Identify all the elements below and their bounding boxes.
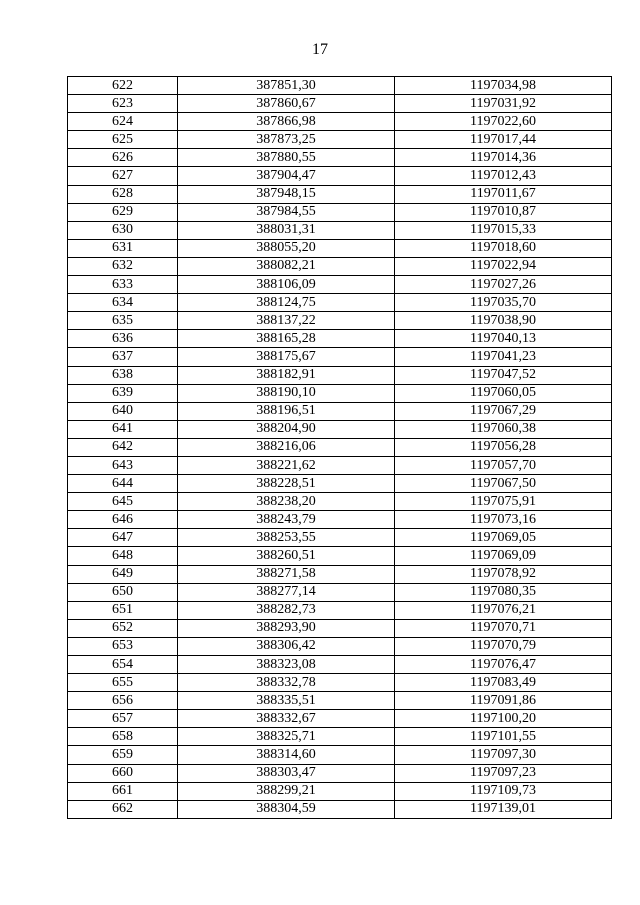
y-coordinate-cell: 1197060,38 [395,420,612,438]
y-coordinate-cell: 1197067,50 [395,475,612,493]
table-row [68,312,612,330]
page-number: 17 [312,41,328,58]
y-coordinate-cell: 1197015,33 [395,221,612,239]
point-number-cell: 662 [68,800,178,818]
point-number-cell: 659 [68,746,178,764]
point-number-cell: 641 [68,420,178,438]
table-row [68,330,612,348]
point-number-cell: 661 [68,782,178,800]
point-number-cell: 626 [68,149,178,167]
y-coordinate-cell: 1197100,20 [395,710,612,728]
table-row [68,782,612,800]
table-row [68,77,612,95]
x-coordinate-cell: 388106,09 [178,276,395,294]
point-number-cell: 642 [68,438,178,456]
table-row [68,746,612,764]
y-coordinate-cell: 1197011,67 [395,185,612,203]
x-coordinate-cell: 387866,98 [178,113,395,131]
table-row [68,348,612,366]
y-coordinate-cell: 1197070,71 [395,619,612,637]
x-coordinate-cell: 388293,90 [178,619,395,637]
x-coordinate-cell: 387851,30 [178,77,395,95]
point-number-cell: 650 [68,583,178,601]
y-coordinate-cell: 1197014,36 [395,149,612,167]
point-number-cell: 630 [68,221,178,239]
x-coordinate-cell: 388124,75 [178,294,395,312]
x-coordinate-cell: 388137,22 [178,312,395,330]
point-number-cell: 627 [68,167,178,185]
table-row [68,438,612,456]
point-number-cell: 646 [68,511,178,529]
y-coordinate-cell: 1197012,43 [395,167,612,185]
y-coordinate-cell: 1197139,01 [395,800,612,818]
x-coordinate-cell: 387873,25 [178,131,395,149]
point-number-cell: 649 [68,565,178,583]
point-number-cell: 634 [68,294,178,312]
table-row [68,276,612,294]
y-coordinate-cell: 1197018,60 [395,239,612,257]
y-coordinate-cell: 1197040,13 [395,330,612,348]
table-row [68,239,612,257]
point-number-cell: 640 [68,402,178,420]
y-coordinate-cell: 1197080,35 [395,583,612,601]
table-row [68,619,612,637]
table-row [68,493,612,511]
point-number-cell: 658 [68,728,178,746]
table-row [68,692,612,710]
point-number-cell: 637 [68,348,178,366]
table-row [68,95,612,113]
x-coordinate-cell: 388260,51 [178,547,395,565]
table-row [68,637,612,655]
x-coordinate-cell: 387880,55 [178,149,395,167]
x-coordinate-cell: 388304,59 [178,800,395,818]
point-number-cell: 624 [68,113,178,131]
table-row [68,131,612,149]
point-number-cell: 629 [68,203,178,221]
x-coordinate-cell: 388228,51 [178,475,395,493]
point-number-cell: 657 [68,710,178,728]
table-row [68,420,612,438]
point-number-cell: 643 [68,456,178,474]
point-number-cell: 654 [68,656,178,674]
table-row [68,113,612,131]
y-coordinate-cell: 1197022,94 [395,257,612,275]
table-row [68,565,612,583]
x-coordinate-cell: 388303,47 [178,764,395,782]
x-coordinate-cell: 388238,20 [178,493,395,511]
x-coordinate-cell: 388190,10 [178,384,395,402]
point-number-cell: 625 [68,131,178,149]
table-row [68,257,612,275]
point-number-cell: 656 [68,692,178,710]
y-coordinate-cell: 1197017,44 [395,131,612,149]
point-number-cell: 645 [68,493,178,511]
point-number-cell: 652 [68,619,178,637]
point-number-cell: 631 [68,239,178,257]
y-coordinate-cell: 1197073,16 [395,511,612,529]
table-row [68,149,612,167]
coordinates-table-body [68,77,612,819]
x-coordinate-cell: 388332,78 [178,674,395,692]
table-row [68,728,612,746]
y-coordinate-cell: 1197076,21 [395,601,612,619]
table-row [68,185,612,203]
y-coordinate-cell: 1197097,23 [395,764,612,782]
point-number-cell: 644 [68,475,178,493]
point-number-cell: 660 [68,764,178,782]
x-coordinate-cell: 388204,90 [178,420,395,438]
x-coordinate-cell: 388323,08 [178,656,395,674]
y-coordinate-cell: 1197056,28 [395,438,612,456]
y-coordinate-cell: 1197070,79 [395,637,612,655]
table-row [68,764,612,782]
x-coordinate-cell: 388325,71 [178,728,395,746]
table-row [68,529,612,547]
table-row [68,547,612,565]
y-coordinate-cell: 1197097,30 [395,746,612,764]
point-number-cell: 653 [68,637,178,655]
table-row [68,800,612,818]
y-coordinate-cell: 1197027,26 [395,276,612,294]
point-number-cell: 628 [68,185,178,203]
y-coordinate-cell: 1197101,55 [395,728,612,746]
table-row [68,167,612,185]
x-coordinate-cell: 388282,73 [178,601,395,619]
x-coordinate-cell: 388165,28 [178,330,395,348]
x-coordinate-cell: 388335,51 [178,692,395,710]
x-coordinate-cell: 387904,47 [178,167,395,185]
x-coordinate-cell: 388216,06 [178,438,395,456]
point-number-cell: 639 [68,384,178,402]
table-row [68,656,612,674]
x-coordinate-cell: 388221,62 [178,456,395,474]
y-coordinate-cell: 1197041,23 [395,348,612,366]
x-coordinate-cell: 388314,60 [178,746,395,764]
point-number-cell: 651 [68,601,178,619]
x-coordinate-cell: 388243,79 [178,511,395,529]
y-coordinate-cell: 1197022,60 [395,113,612,131]
table-row [68,511,612,529]
x-coordinate-cell: 388253,55 [178,529,395,547]
y-coordinate-cell: 1197067,29 [395,402,612,420]
x-coordinate-cell: 388055,20 [178,239,395,257]
point-number-cell: 648 [68,547,178,565]
table-row [68,710,612,728]
y-coordinate-cell: 1197060,05 [395,384,612,402]
y-coordinate-cell: 1197031,92 [395,95,612,113]
x-coordinate-cell: 388332,67 [178,710,395,728]
point-number-cell: 636 [68,330,178,348]
point-number-cell: 638 [68,366,178,384]
point-number-cell: 635 [68,312,178,330]
x-coordinate-cell: 388196,51 [178,402,395,420]
y-coordinate-cell: 1197091,86 [395,692,612,710]
y-coordinate-cell: 1197075,91 [395,493,612,511]
x-coordinate-cell: 388306,42 [178,637,395,655]
table-row [68,456,612,474]
table-row [68,221,612,239]
y-coordinate-cell: 1197078,92 [395,565,612,583]
y-coordinate-cell: 1197010,87 [395,203,612,221]
table-row [68,583,612,601]
y-coordinate-cell: 1197109,73 [395,782,612,800]
x-coordinate-cell: 387948,15 [178,185,395,203]
table-row [68,366,612,384]
point-number-cell: 622 [68,77,178,95]
y-coordinate-cell: 1197038,90 [395,312,612,330]
y-coordinate-cell: 1197069,09 [395,547,612,565]
x-coordinate-cell: 388175,67 [178,348,395,366]
point-number-cell: 632 [68,257,178,275]
x-coordinate-cell: 388299,21 [178,782,395,800]
table-row [68,384,612,402]
x-coordinate-cell: 388082,21 [178,257,395,275]
table-row [68,402,612,420]
y-coordinate-cell: 1197034,98 [395,77,612,95]
point-number-cell: 655 [68,674,178,692]
y-coordinate-cell: 1197069,05 [395,529,612,547]
y-coordinate-cell: 1197057,70 [395,456,612,474]
y-coordinate-cell: 1197035,70 [395,294,612,312]
point-number-cell: 623 [68,95,178,113]
y-coordinate-cell: 1197076,47 [395,656,612,674]
point-number-cell: 647 [68,529,178,547]
coordinates-table [67,76,612,819]
table-row [68,601,612,619]
x-coordinate-cell: 387860,67 [178,95,395,113]
y-coordinate-cell: 1197047,52 [395,366,612,384]
x-coordinate-cell: 388271,58 [178,565,395,583]
table-row [68,674,612,692]
x-coordinate-cell: 388031,31 [178,221,395,239]
x-coordinate-cell: 388277,14 [178,583,395,601]
table-row [68,294,612,312]
y-coordinate-cell: 1197083,49 [395,674,612,692]
x-coordinate-cell: 387984,55 [178,203,395,221]
table-row [68,203,612,221]
x-coordinate-cell: 388182,91 [178,366,395,384]
point-number-cell: 633 [68,276,178,294]
table-row [68,475,612,493]
